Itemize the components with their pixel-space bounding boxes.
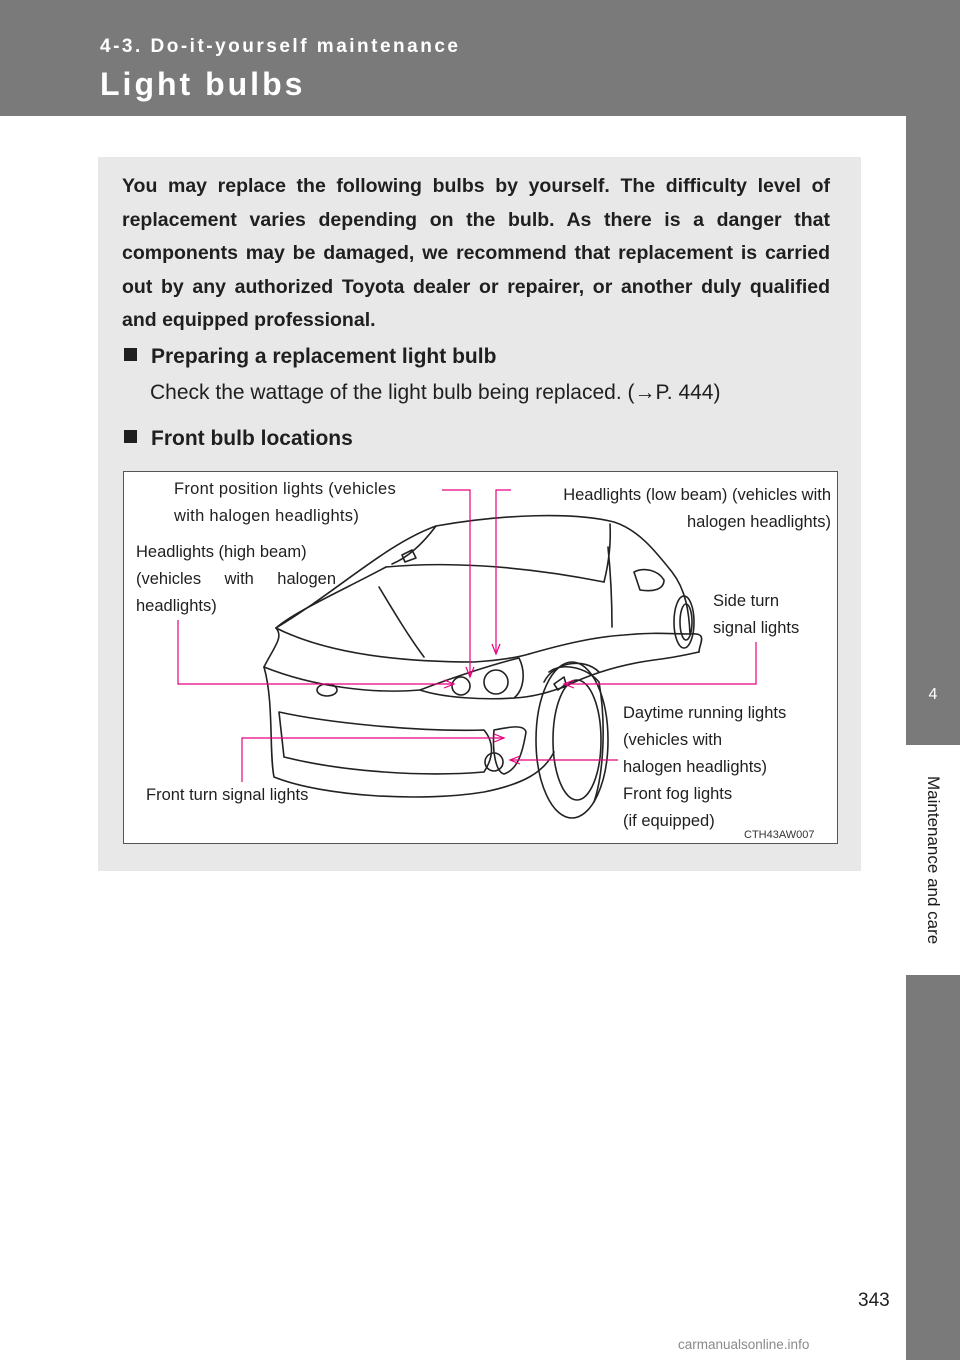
page-header (0, 0, 960, 116)
heading-front-bulb-locations (124, 427, 353, 451)
intro-paragraph: You may replace the following bulbs by yourself. The difficulty level of replacement varies depending on the bulb. As there is a danger that components may be damaged, we recommend that replacement is carried out by any authorized Toyota dealer or repairer, or another duly qualified and equipped professional. (122, 175, 830, 331)
callout-high-beam (136, 539, 336, 620)
replacement-bulb-instruction: Check the wattage of the light bulb being replaced. (→P. 444) (150, 381, 721, 404)
callout-front-position-lights (174, 476, 396, 530)
leader-low-beam (496, 490, 511, 654)
bullet-square-icon (124, 430, 137, 443)
callout-side-turn-signal (713, 588, 799, 642)
leader-front-position (442, 490, 470, 677)
leader-high-beam (178, 620, 454, 684)
callout-line: (vehicles with (623, 731, 723, 749)
chapter-label-text: Maintenance and care (924, 775, 943, 945)
callout-line: with halogen headlights) (174, 507, 360, 525)
callout-line: Headlights (high beam) (136, 543, 307, 561)
heading-text: Front bulb locations (151, 427, 353, 450)
callout-front-turn-signal (146, 782, 308, 809)
callout-line: headlights) (136, 597, 217, 615)
callout-line: Front fog lights (623, 785, 733, 803)
callout-line: halogen headlights) (686, 513, 831, 531)
callout-line: Front turn signal lights (146, 786, 309, 804)
section-label: 4-3. Do-it-yourself maintenance (100, 36, 461, 57)
callout-line: halogen headlights) (623, 758, 768, 776)
page-title: Light bulbs (100, 66, 306, 102)
callout-line: Front position lights (vehicles (174, 480, 397, 498)
heading-replacement-bulb (124, 345, 496, 369)
bullet-square-icon (124, 348, 137, 361)
page-number: 343 (858, 1290, 890, 1311)
chapter-tab[interactable] (906, 645, 960, 745)
callout-line: (vehicles with halogen (136, 570, 336, 588)
callout-line: Headlights (low beam) (vehicles with (563, 486, 831, 504)
chapter-number: 4 (928, 686, 938, 703)
figure-code: CTH43AW007 (744, 829, 815, 841)
callout-line: Side turn (713, 592, 780, 610)
callout-low-beam (563, 482, 831, 536)
front-bulb-diagram (123, 471, 838, 844)
leader-front-turn (242, 738, 504, 782)
heading-text: Preparing a replacement light bulb (151, 345, 497, 368)
callout-line: (if equipped) (623, 812, 715, 830)
callout-drl-fog-lights (623, 700, 786, 835)
watermark: carmanualsonline.info (678, 1337, 810, 1352)
callout-line: signal lights (713, 619, 800, 637)
chapter-label (906, 755, 960, 965)
callout-line: Daytime running lights (623, 704, 787, 722)
